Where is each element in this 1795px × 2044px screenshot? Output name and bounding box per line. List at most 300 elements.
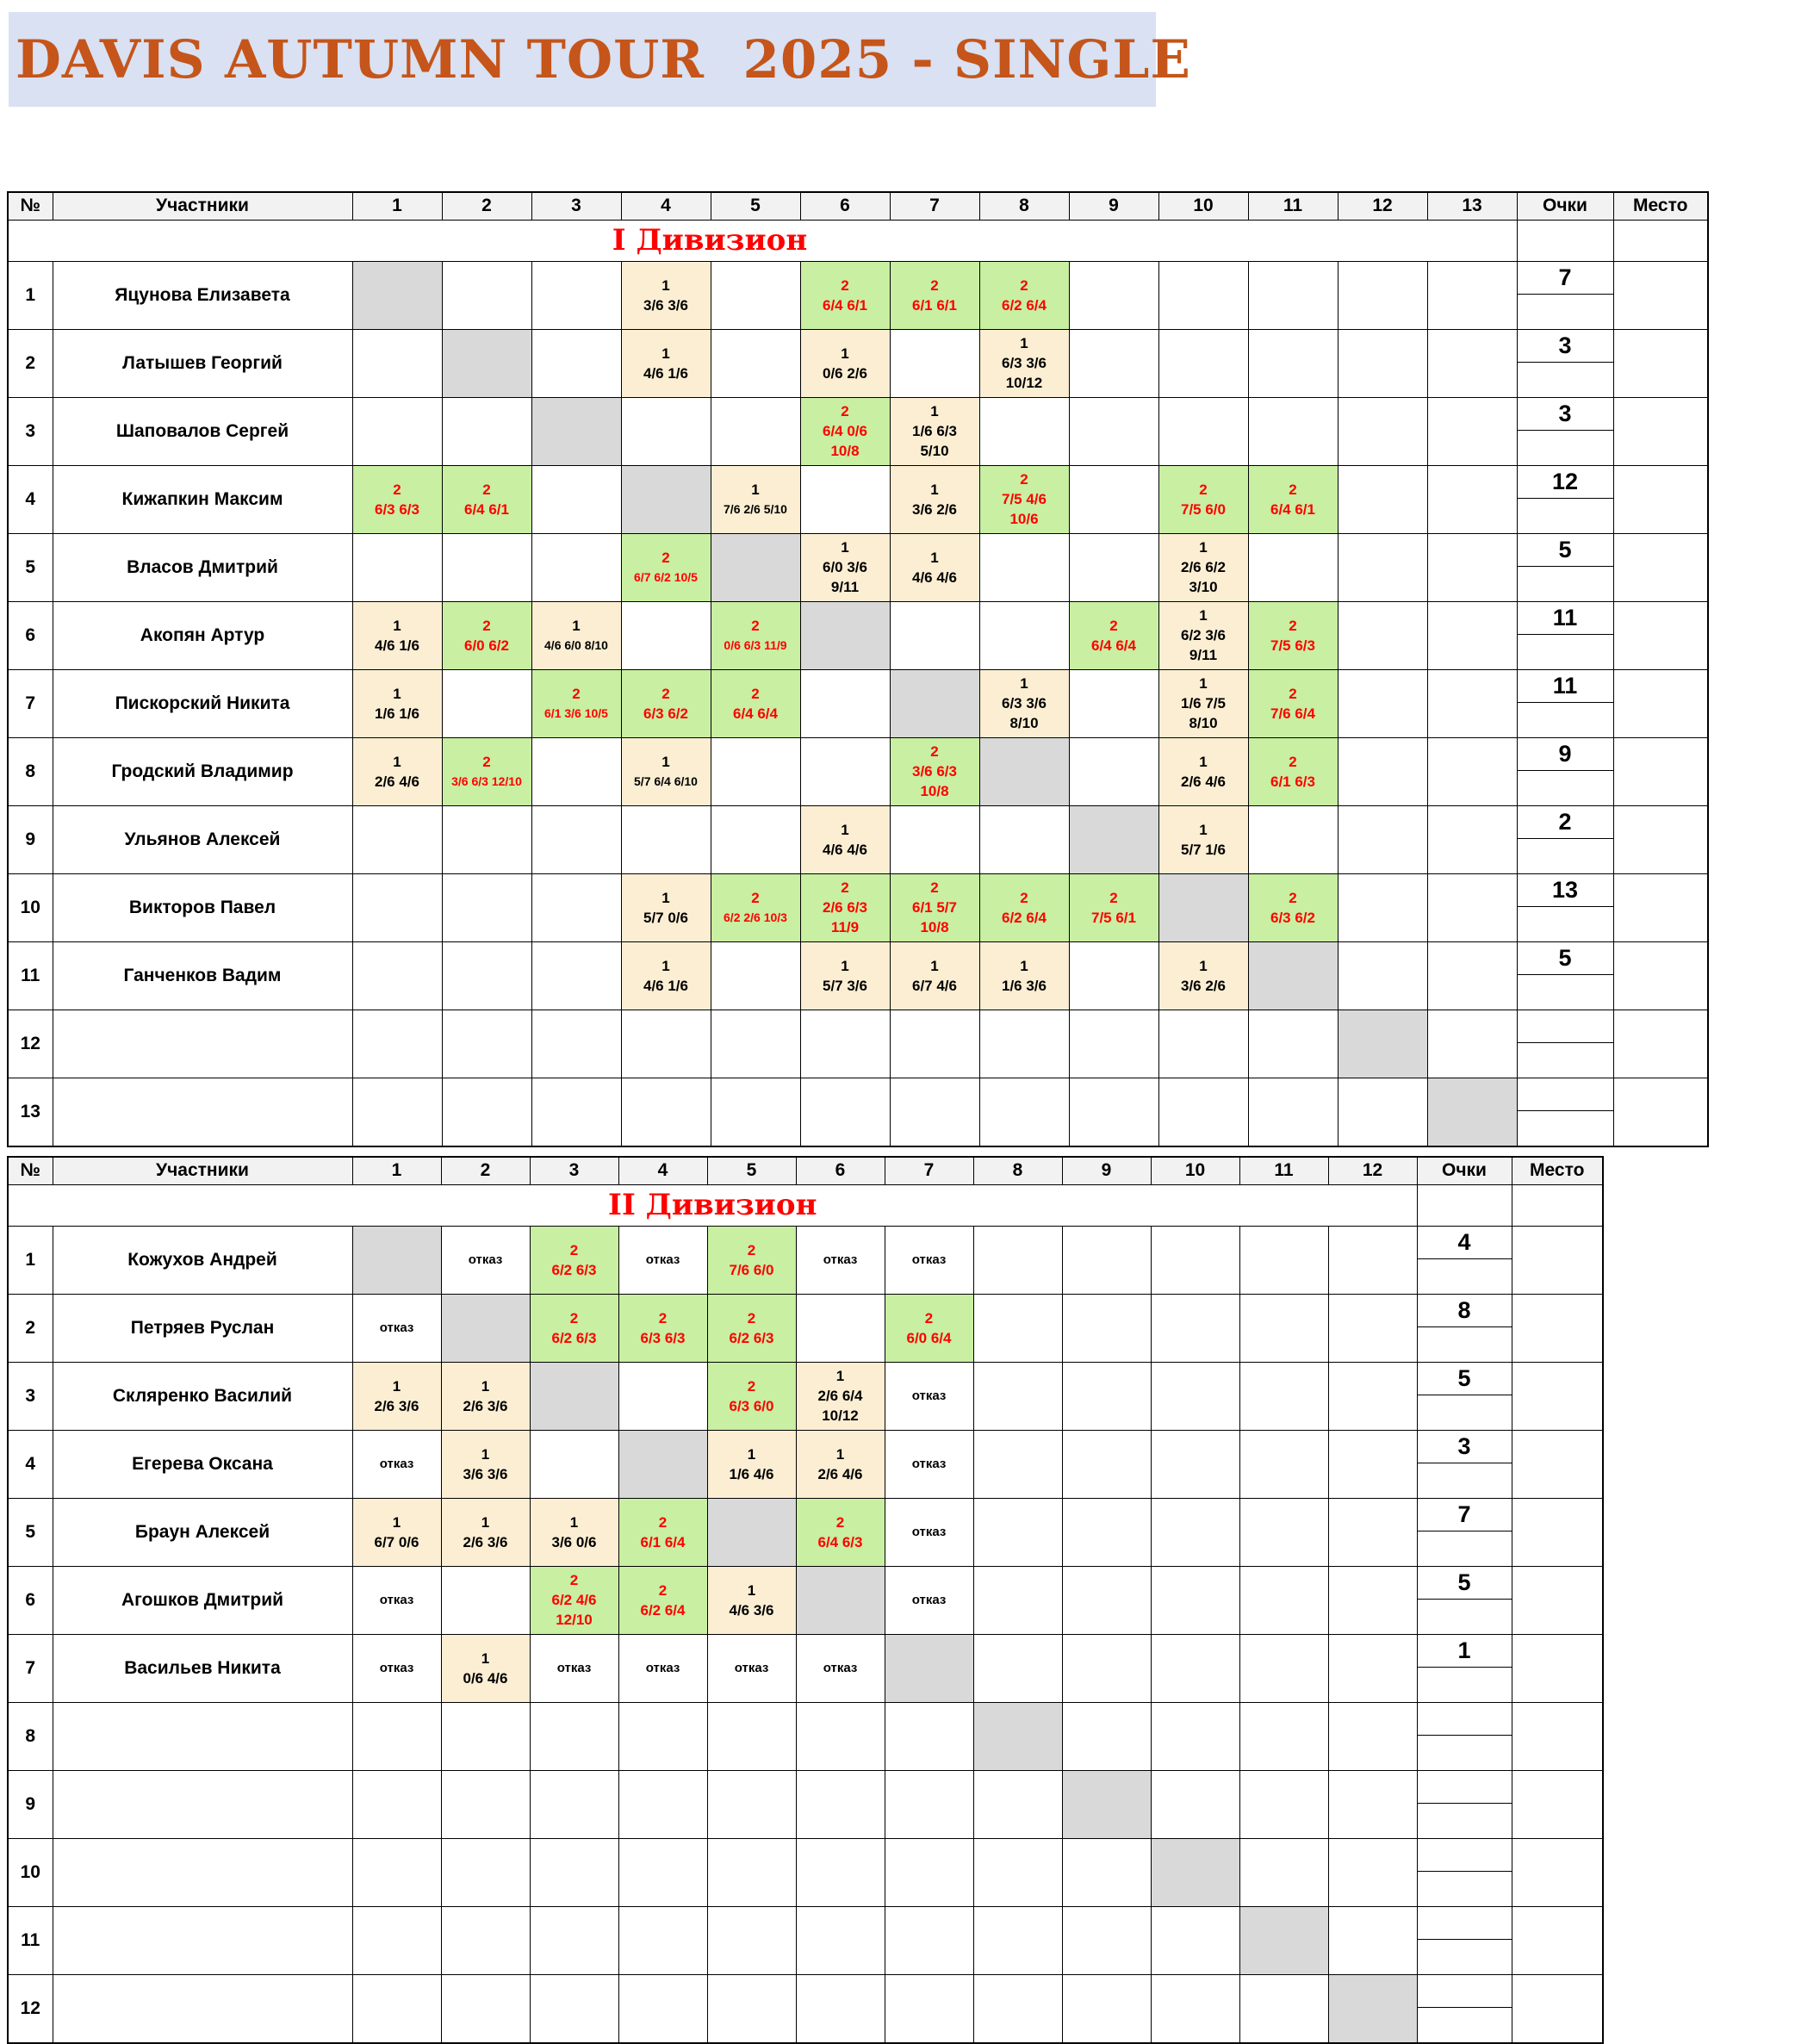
empty-result-cell	[1328, 1498, 1417, 1566]
match-win-cell	[1069, 601, 1158, 669]
score-line: 1	[661, 345, 670, 362]
points-spacer	[1518, 499, 1613, 533]
player-name	[53, 1010, 352, 1078]
empty-result-cell	[1062, 1362, 1151, 1430]
table-row	[8, 737, 1708, 805]
row-number: 1	[8, 1226, 53, 1294]
score-line: 2	[747, 1241, 756, 1258]
score-line: 6/1 6/3	[1270, 773, 1315, 790]
round-column-header: 9	[1069, 192, 1158, 220]
empty-result-cell	[441, 1566, 530, 1634]
points-value	[1418, 1839, 1512, 1872]
table-row	[8, 329, 1708, 397]
table-row	[8, 1226, 1603, 1294]
empty-result-cell	[1338, 261, 1427, 329]
score-line: 1	[1199, 607, 1208, 624]
score-line: 2	[930, 743, 939, 760]
match-win-cell	[1248, 669, 1338, 737]
match-loss-cell	[800, 533, 890, 601]
place-column-header: Место	[1512, 1157, 1603, 1184]
refusal-label: отказ	[645, 1252, 680, 1267]
score-line: 1	[841, 957, 849, 974]
player-name: Яцунова Елизавета	[53, 261, 352, 329]
place-cell	[1512, 1906, 1603, 1974]
empty-result-cell	[796, 1906, 885, 1974]
match-loss-cell	[1158, 805, 1248, 873]
empty-result-cell	[531, 1010, 621, 1078]
score-line: 10/8	[830, 443, 860, 459]
empty-result-cell	[1338, 1078, 1427, 1146]
empty-result-cell	[530, 1702, 618, 1770]
division-title-cell	[8, 1184, 1417, 1226]
row-number: 2	[8, 329, 53, 397]
score-line: 5/7 6/4 6/10	[634, 773, 698, 788]
refusal-label: отказ	[734, 1661, 769, 1675]
empty-result-cell	[973, 1838, 1062, 1906]
match-loss-cell	[707, 1430, 796, 1498]
table-row	[8, 533, 1708, 601]
score-line: 2	[930, 276, 939, 294]
row-number: 5	[8, 533, 53, 601]
refusal-cell	[352, 1566, 441, 1634]
points-cell	[1517, 805, 1613, 873]
match-loss-cell	[352, 737, 442, 805]
score-line: 2	[482, 617, 491, 634]
score-line: 10/6	[1009, 511, 1039, 527]
empty-result-cell	[1338, 465, 1427, 533]
player-name: Власов Дмитрий	[53, 533, 352, 601]
division-title: I Дивизион	[612, 223, 808, 258]
empty-result-cell	[796, 1974, 885, 2043]
empty-result-cell	[618, 1770, 707, 1838]
match-loss-cell	[890, 533, 979, 601]
match-loss-cell	[530, 1498, 618, 1566]
table-row	[8, 601, 1708, 669]
place-cell	[1512, 1770, 1603, 1838]
empty-result-cell	[973, 1770, 1062, 1838]
score-line: 2/6 6/4	[817, 1388, 863, 1404]
empty-result-cell	[441, 1702, 530, 1770]
score-line: 3/6 6/3 12/10	[451, 773, 522, 788]
points-spacer	[1418, 1736, 1512, 1770]
match-loss-cell	[890, 397, 979, 465]
empty-result-cell	[1248, 805, 1338, 873]
score-line: 2	[747, 1377, 756, 1395]
diagonal-cell	[1248, 941, 1338, 1010]
num-column-header: №	[8, 192, 53, 220]
empty-result-cell	[1328, 1362, 1417, 1430]
empty-result-cell	[1069, 1078, 1158, 1146]
points-cell	[1417, 1838, 1512, 1906]
empty-result-cell	[1069, 737, 1158, 805]
points-division-cell	[1517, 220, 1613, 261]
table-row	[8, 261, 1708, 329]
points-spacer	[1418, 1600, 1512, 1634]
empty-result-cell	[1239, 1702, 1328, 1770]
score-line: 1	[392, 1377, 401, 1395]
score-line: 0/6 4/6	[463, 1669, 508, 1687]
empty-result-cell	[979, 805, 1069, 873]
empty-result-cell	[441, 1974, 530, 2043]
match-win-cell	[442, 601, 531, 669]
empty-result-cell	[1158, 1078, 1248, 1146]
score-line: 1	[1199, 539, 1208, 556]
points-spacer	[1518, 703, 1613, 737]
score-line: 1	[835, 1368, 845, 1384]
match-loss-cell	[621, 873, 711, 941]
points-value: 13	[1518, 874, 1613, 907]
empty-result-cell	[973, 1294, 1062, 1362]
match-win-cell	[621, 533, 711, 601]
table-row	[8, 1430, 1603, 1498]
empty-result-cell	[530, 1838, 618, 1906]
score-line: 1	[1199, 675, 1208, 692]
points-spacer	[1518, 1111, 1613, 1146]
empty-result-cell	[800, 737, 890, 805]
empty-result-cell	[1158, 261, 1248, 329]
empty-result-cell	[1069, 261, 1158, 329]
points-cell	[1417, 1906, 1512, 1974]
empty-result-cell	[1248, 1078, 1338, 1146]
empty-result-cell	[1062, 1226, 1151, 1294]
refusal-label: отказ	[911, 1593, 947, 1607]
score-line: 2	[569, 1309, 579, 1326]
place-cell	[1512, 1226, 1603, 1294]
round-column-header: 7	[890, 192, 979, 220]
empty-result-cell	[1427, 1010, 1517, 1078]
points-spacer	[1418, 1327, 1512, 1362]
score-line: 2	[841, 276, 849, 294]
score-line: 1	[481, 1513, 490, 1531]
score-line: 1/6 6/3	[912, 423, 957, 439]
refusal-label: отказ	[823, 1661, 858, 1675]
empty-result-cell	[1328, 1702, 1417, 1770]
points-division-cell	[1417, 1184, 1512, 1226]
empty-result-cell	[1427, 533, 1517, 601]
empty-result-cell	[1338, 941, 1427, 1010]
empty-result-cell	[1338, 805, 1427, 873]
empty-result-cell	[1248, 329, 1338, 397]
round-column-header: 12	[1328, 1157, 1417, 1184]
diagonal-cell	[711, 533, 800, 601]
score-line: 7/5 6/1	[1091, 909, 1136, 926]
empty-result-cell	[531, 465, 621, 533]
points-column-header: Очки	[1517, 192, 1613, 220]
empty-result-cell	[1328, 1566, 1417, 1634]
empty-result-cell	[1158, 1010, 1248, 1078]
empty-result-cell	[621, 1010, 711, 1078]
score-line: 4/6 3/6	[729, 1601, 774, 1618]
empty-result-cell	[352, 1838, 441, 1906]
points-value: 3	[1418, 1431, 1512, 1463]
score-line: 1	[661, 753, 670, 770]
place-cell	[1512, 1838, 1603, 1906]
match-loss-cell	[1158, 941, 1248, 1010]
empty-result-cell	[1151, 1498, 1239, 1566]
match-loss-cell	[1158, 533, 1248, 601]
empty-result-cell	[973, 1974, 1062, 2043]
score-line: 6/2 6/3	[551, 1261, 597, 1278]
score-line: 3/6 2/6	[1181, 977, 1226, 994]
score-line: 2/6 3/6	[463, 1533, 508, 1550]
score-line: 2	[1109, 617, 1118, 634]
diagonal-cell	[352, 261, 442, 329]
empty-result-cell	[711, 737, 800, 805]
score-line: 6/2 2/6 10/3	[724, 910, 787, 924]
match-win-cell	[1069, 873, 1158, 941]
score-line: 2/6 3/6	[374, 1397, 419, 1414]
empty-result-cell	[711, 329, 800, 397]
player-name: Латышев Георгий	[53, 329, 352, 397]
score-line: 0/6 6/3 11/9	[724, 637, 787, 652]
score-line: 6/4 6/4	[733, 705, 778, 722]
empty-result-cell	[1239, 1770, 1328, 1838]
empty-result-cell	[1239, 1362, 1328, 1430]
points-value	[1418, 1703, 1512, 1736]
table-row	[8, 1702, 1603, 1770]
empty-result-cell	[796, 1770, 885, 1838]
diagonal-cell	[800, 601, 890, 669]
score-line: 8/10	[1009, 715, 1039, 731]
points-cell	[1517, 601, 1613, 669]
empty-result-cell	[1427, 941, 1517, 1010]
points-cell	[1417, 1634, 1512, 1702]
table-row	[8, 1838, 1603, 1906]
table-row	[8, 1770, 1603, 1838]
empty-result-cell	[885, 1838, 973, 1906]
empty-result-cell	[973, 1498, 1062, 1566]
score-line: 10/8	[920, 783, 949, 799]
score-line: 1	[569, 1513, 579, 1531]
score-line: 1/6 7/5	[1181, 695, 1226, 711]
empty-result-cell	[531, 533, 621, 601]
score-line: 2	[841, 403, 849, 419]
empty-result-cell	[531, 873, 621, 941]
refusal-cell	[796, 1634, 885, 1702]
points-cell	[1517, 329, 1613, 397]
empty-result-cell	[352, 805, 442, 873]
player-name: Кожухов Андрей	[53, 1226, 352, 1294]
empty-result-cell	[979, 533, 1069, 601]
match-loss-cell	[800, 329, 890, 397]
empty-result-cell	[621, 601, 711, 669]
empty-result-cell	[800, 1010, 890, 1078]
match-loss-cell	[796, 1362, 885, 1430]
empty-result-cell	[973, 1226, 1062, 1294]
points-spacer	[1518, 431, 1613, 465]
points-spacer	[1518, 635, 1613, 669]
place-division-cell	[1512, 1184, 1603, 1226]
score-line: 2	[1289, 617, 1297, 634]
table-row	[8, 397, 1708, 465]
score-line: 2	[1199, 481, 1208, 498]
points-value: 3	[1518, 330, 1613, 363]
empty-result-cell	[1338, 329, 1427, 397]
refusal-label: отказ	[379, 1661, 414, 1675]
match-loss-cell	[352, 1362, 441, 1430]
empty-result-cell	[796, 1838, 885, 1906]
points-cell	[1417, 1430, 1512, 1498]
match-win-cell	[530, 1566, 618, 1634]
score-line: 2	[841, 879, 849, 896]
row-number: 3	[8, 397, 53, 465]
row-number: 8	[8, 1702, 53, 1770]
empty-result-cell	[1151, 1430, 1239, 1498]
score-line: 1	[841, 821, 849, 838]
round-column-header: 1	[352, 1157, 441, 1184]
refusal-cell	[530, 1634, 618, 1702]
diagonal-cell	[1239, 1906, 1328, 1974]
empty-result-cell	[1427, 737, 1517, 805]
empty-result-cell	[890, 1010, 979, 1078]
score-line: 3/6 2/6	[912, 500, 957, 518]
score-line: 6/4 0/6	[823, 423, 867, 439]
empty-result-cell	[352, 397, 442, 465]
refusal-label: отказ	[911, 1389, 947, 1403]
score-line: 3/10	[1189, 579, 1218, 595]
score-line: 1	[751, 481, 760, 498]
score-line: 3/6 6/3	[912, 763, 957, 780]
empty-result-cell	[1338, 601, 1427, 669]
match-win-cell	[442, 465, 531, 533]
score-line: 3/6 3/6	[643, 296, 688, 314]
score-line: 1	[1020, 957, 1028, 974]
score-line: 6/1 6/1	[912, 296, 957, 314]
points-value: 12	[1518, 466, 1613, 499]
score-line: 4/6 6/0 8/10	[544, 637, 608, 652]
empty-result-cell	[979, 601, 1069, 669]
match-win-cell	[711, 601, 800, 669]
score-line: 9/11	[1189, 647, 1218, 663]
round-column-header: 5	[707, 1157, 796, 1184]
table-row	[8, 465, 1708, 533]
empty-result-cell	[1158, 397, 1248, 465]
row-number: 6	[8, 601, 53, 669]
score-line: 1	[661, 889, 670, 906]
empty-result-cell	[1239, 1974, 1328, 2043]
empty-result-cell	[531, 737, 621, 805]
points-cell	[1517, 1010, 1613, 1078]
match-loss-cell	[979, 941, 1069, 1010]
score-line: 2/6 4/6	[375, 773, 419, 790]
round-column-header: 6	[796, 1157, 885, 1184]
score-line: 1	[481, 1649, 490, 1667]
match-win-cell	[707, 1294, 796, 1362]
round-column-header: 8	[973, 1157, 1062, 1184]
score-line: 6/2 6/4	[1002, 296, 1047, 314]
empty-result-cell	[352, 1770, 441, 1838]
empty-result-cell	[979, 1010, 1069, 1078]
empty-result-cell	[1062, 1838, 1151, 1906]
empty-result-cell	[1239, 1498, 1328, 1566]
score-line: 2	[393, 481, 401, 498]
player-name: Шаповалов Сергей	[53, 397, 352, 465]
empty-result-cell	[1248, 261, 1338, 329]
empty-result-cell	[1069, 669, 1158, 737]
points-spacer	[1418, 1395, 1512, 1430]
player-name	[53, 1078, 352, 1146]
empty-result-cell	[352, 873, 442, 941]
score-line: 1	[661, 957, 670, 974]
refusal-label: отказ	[468, 1252, 503, 1267]
empty-result-cell	[1338, 873, 1427, 941]
empty-result-cell	[442, 1010, 531, 1078]
round-column-header: 2	[442, 192, 531, 220]
place-cell	[1613, 329, 1708, 397]
score-line: 10/8	[920, 919, 949, 935]
score-line: 6/7 4/6	[912, 977, 957, 994]
empty-result-cell	[1151, 1906, 1239, 1974]
points-value: 4	[1418, 1227, 1512, 1259]
row-number: 5	[8, 1498, 53, 1566]
empty-result-cell	[618, 1362, 707, 1430]
empty-result-cell	[1062, 1430, 1151, 1498]
diagonal-cell	[618, 1430, 707, 1498]
empty-result-cell	[1062, 1906, 1151, 1974]
score-line: 6/4 6/1	[1270, 500, 1315, 518]
diagonal-cell	[531, 397, 621, 465]
score-line: 1	[747, 1445, 756, 1463]
score-line: 4/6 1/6	[375, 637, 419, 654]
diagonal-cell	[1062, 1770, 1151, 1838]
points-value: 5	[1518, 534, 1613, 567]
score-line: 1	[930, 403, 939, 419]
empty-result-cell	[618, 1702, 707, 1770]
score-line: 6/1 6/4	[640, 1533, 686, 1550]
division-title-row	[8, 220, 1708, 261]
score-line: 1	[930, 481, 939, 498]
empty-result-cell	[707, 1906, 796, 1974]
empty-result-cell	[1151, 1702, 1239, 1770]
match-win-cell	[979, 465, 1069, 533]
score-line: 2	[569, 1241, 579, 1258]
score-line: 2	[1289, 481, 1297, 498]
place-cell	[1613, 737, 1708, 805]
match-loss-cell	[621, 737, 711, 805]
score-line: 4/6 4/6	[823, 841, 867, 858]
match-win-cell	[711, 669, 800, 737]
refusal-cell	[352, 1294, 441, 1362]
score-line: 6/2 4/6	[551, 1592, 597, 1608]
round-column-header: 13	[1427, 192, 1517, 220]
empty-result-cell	[441, 1906, 530, 1974]
match-loss-cell	[621, 329, 711, 397]
player-name: Пискорский Никита	[53, 669, 352, 737]
empty-result-cell	[1151, 1634, 1239, 1702]
score-line: 2	[1020, 889, 1028, 906]
empty-result-cell	[1427, 805, 1517, 873]
score-line: 5/7 1/6	[1181, 841, 1226, 858]
refusal-cell	[885, 1430, 973, 1498]
empty-result-cell	[800, 669, 890, 737]
points-value: 5	[1418, 1363, 1512, 1395]
score-line: 2/6 3/6	[463, 1397, 508, 1414]
points-cell	[1417, 1498, 1512, 1566]
points-spacer	[1518, 839, 1613, 873]
empty-result-cell	[1427, 261, 1517, 329]
place-cell	[1512, 1362, 1603, 1430]
empty-result-cell	[1427, 873, 1517, 941]
score-line: 2	[1289, 889, 1297, 906]
score-line: 1/6 3/6	[1002, 977, 1047, 994]
points-value: 8	[1418, 1295, 1512, 1327]
empty-result-cell	[979, 1078, 1069, 1146]
score-line: 1/6 1/6	[375, 705, 419, 722]
round-column-header: 4	[621, 192, 711, 220]
player-name: Акопян Артур	[53, 601, 352, 669]
points-cell	[1517, 737, 1613, 805]
points-value: 2	[1518, 806, 1613, 839]
